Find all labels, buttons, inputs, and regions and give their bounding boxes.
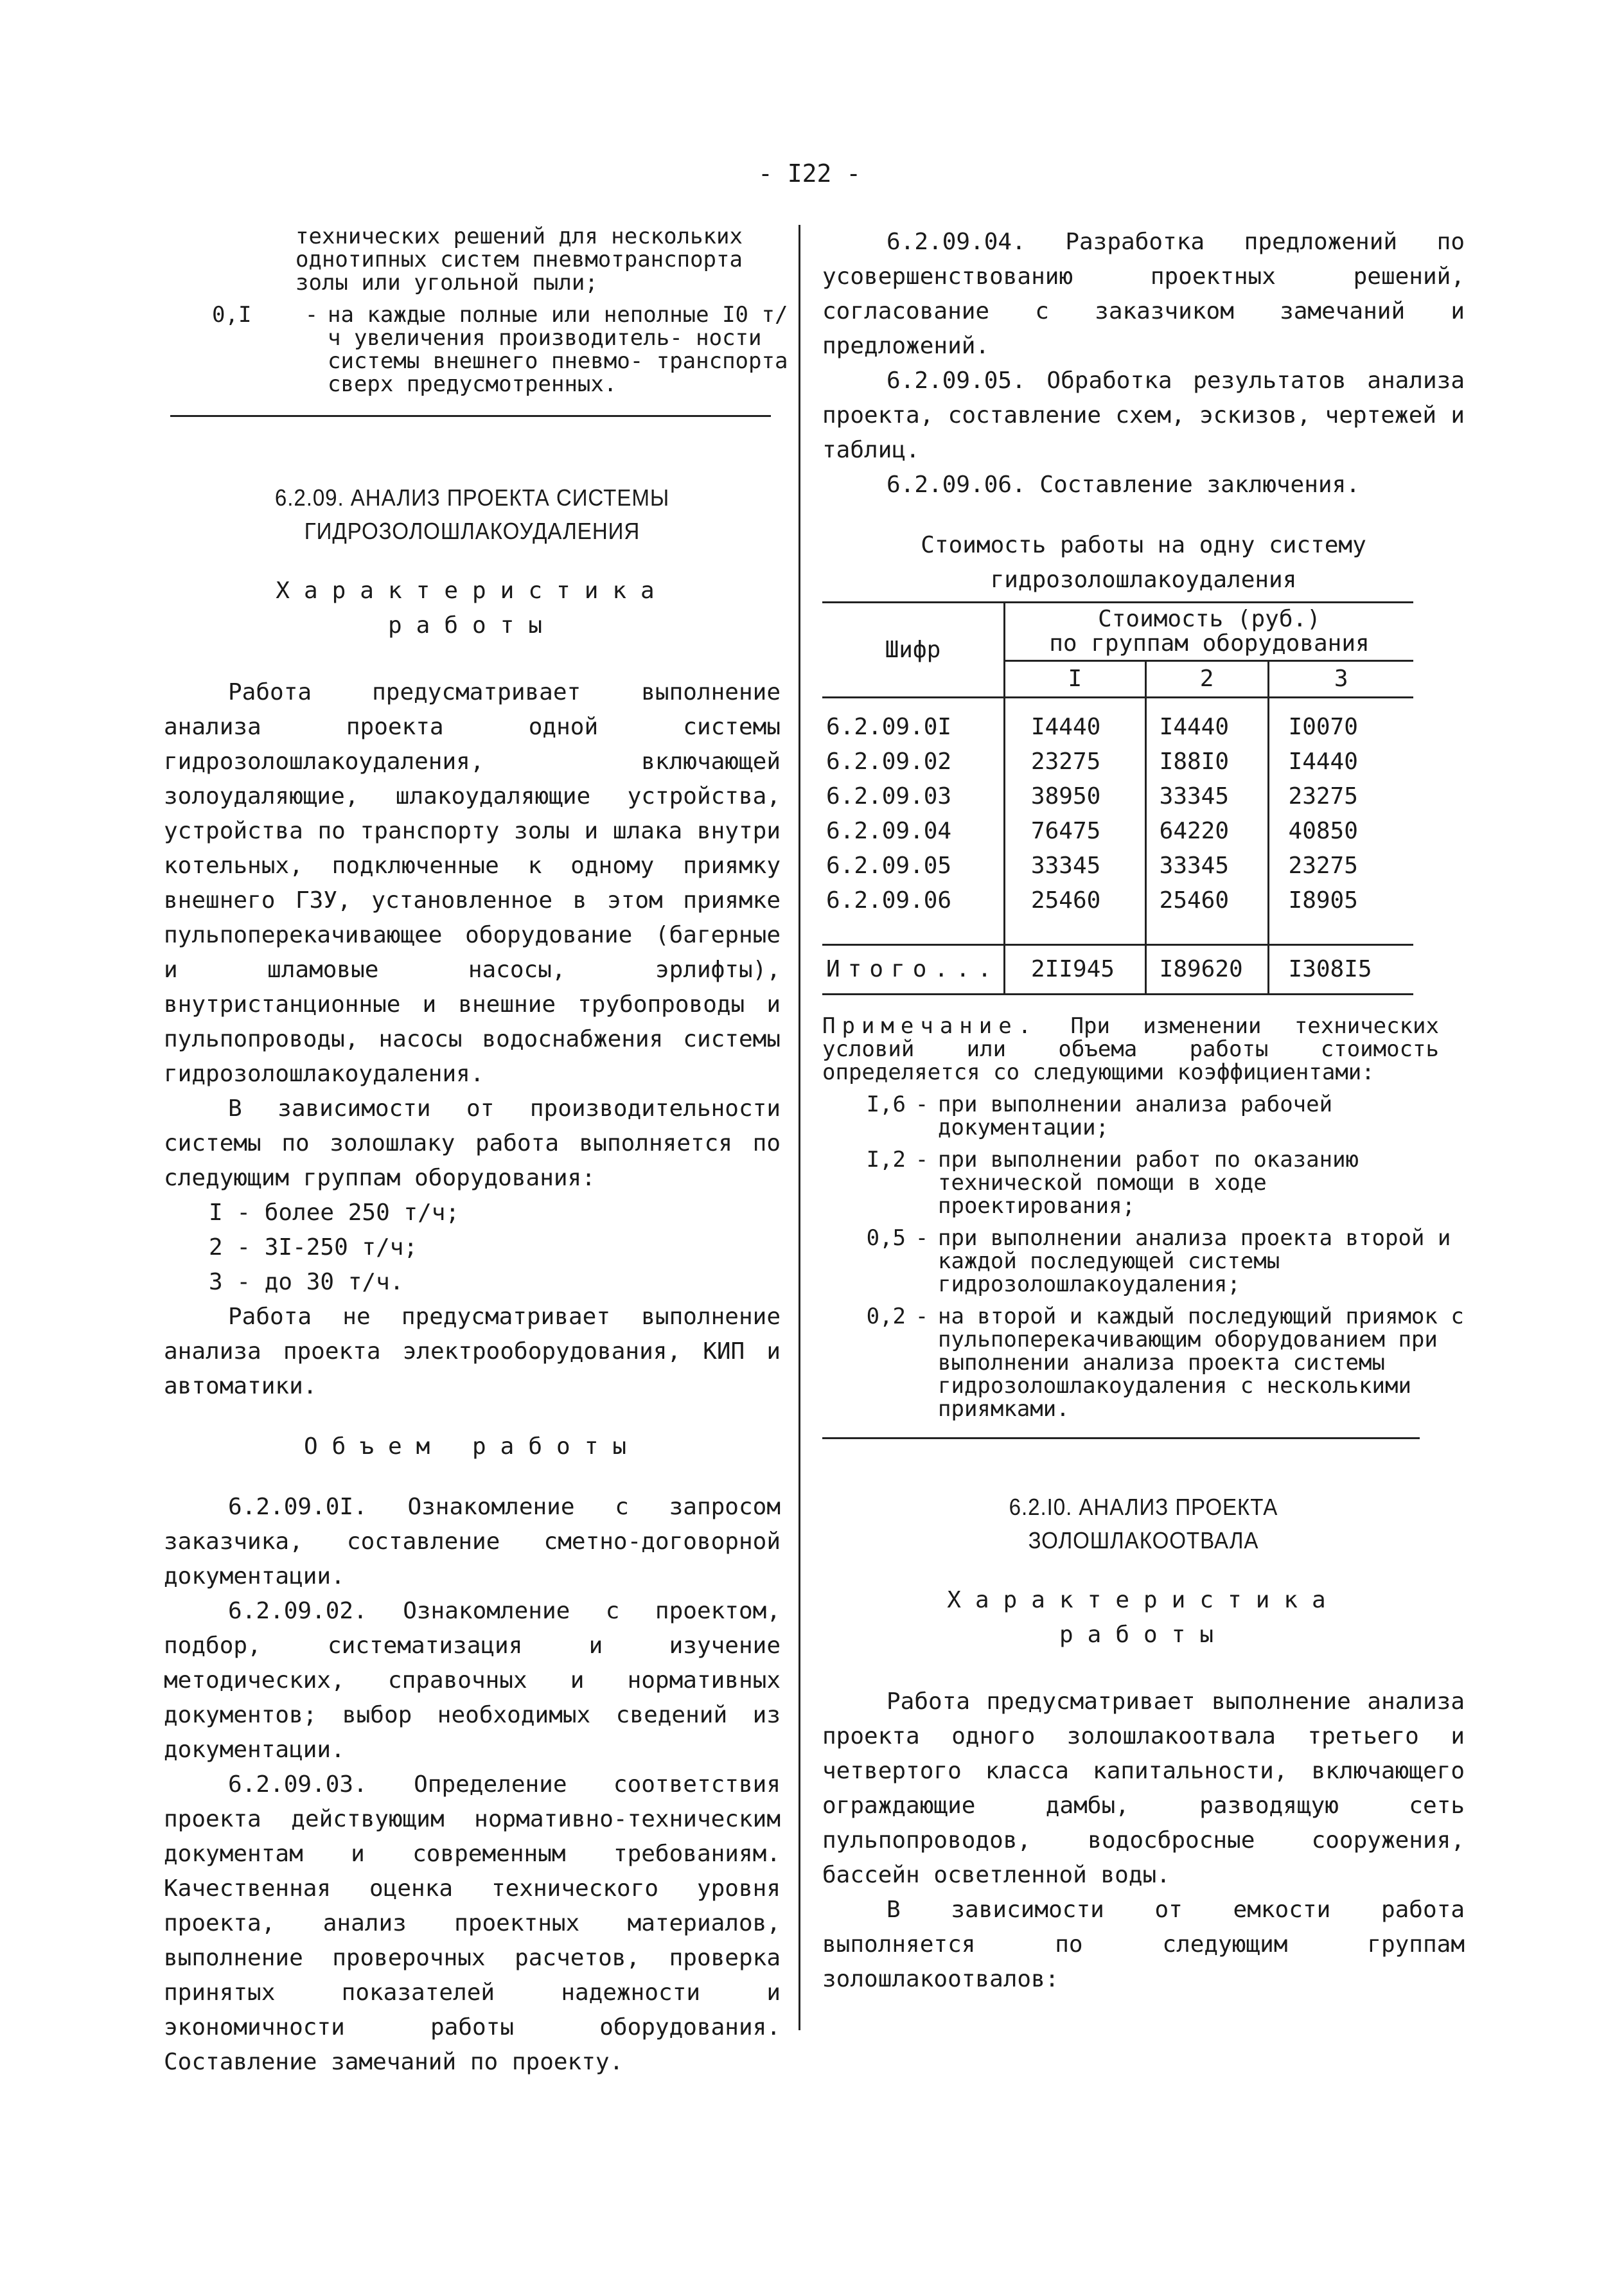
coefficient-dash: - (915, 1147, 929, 1173)
section-title: 6.2.I0. АНАЛИЗ ПРОЕКТА (1009, 1494, 1278, 1520)
row-value: 64220 (1145, 814, 1268, 849)
cost-header-line: Стоимость (руб.) (1098, 606, 1321, 632)
total-value: I89620 (1145, 945, 1268, 995)
table-row (822, 779, 1413, 814)
table-row (822, 849, 1413, 883)
coefficient-text: при выполнении анализа проекта второй и каждой последующей системы гидрозолошлакоудаления; (938, 1225, 1451, 1297)
row-code: 6.2.09.02 (826, 748, 952, 775)
row-value: 33345 (1004, 849, 1145, 883)
section-title: 6.2.09. АНАЛИЗ ПРОЕКТА СИСТЕМЫ (274, 484, 670, 511)
row-value: 25460 (1145, 883, 1268, 918)
coefficient-text: при выполнении анализа рабочей документации; (938, 1092, 1333, 1140)
coefficient-dash: - (915, 1092, 929, 1117)
total-value: 2II945 (1004, 945, 1145, 995)
cost-header-line-2: по группам оборудования (1049, 630, 1370, 657)
row-value: 33345 (1145, 849, 1268, 883)
work-item: 6.2.09.0I. Ознакомление с запросом заказчика, составление сметно-договорной документации. (164, 1494, 781, 1589)
right-column (822, 225, 1465, 1997)
total-row (822, 945, 1413, 995)
row-code: 6.2.09.06 (826, 887, 952, 914)
group-item: 2 - 3I-250 т/ч; (209, 1234, 418, 1261)
cost-table (822, 601, 1413, 995)
coefficient-value: 0,I (212, 302, 252, 328)
section-subtitle: ГИДРОЗОЛОШЛАКОУДАЛЕНИЯ (304, 518, 640, 544)
group-item: I - более 250 т/ч; (209, 1199, 460, 1226)
table-caption-2: гидрозолошлакоудаления (990, 567, 1297, 593)
row-value: I4440 (1004, 710, 1145, 745)
row-value: I4440 (1145, 710, 1268, 745)
coefficient-row (164, 302, 788, 397)
coefficient-text: на каждые полные или неполные I0 т/ч увеличения производитель- ности системы внешнего пневмо- транспорта сверх предусмотренных. (328, 302, 788, 397)
coefficient-row (822, 1305, 1465, 1421)
column-divider (799, 225, 800, 2030)
coefficient-value: I,2 (866, 1147, 906, 1173)
group-header: 3 (1268, 661, 1413, 698)
row-value: 76475 (1004, 814, 1145, 849)
column-header-code: Шифр (822, 603, 1004, 698)
row-value: 33345 (1145, 779, 1268, 814)
row-value: I88I0 (1145, 745, 1268, 779)
characteristic-heading-2: работы (387, 612, 557, 639)
left-column (164, 224, 788, 2080)
row-value: I4440 (1268, 745, 1413, 779)
page-number: - I22 - (758, 159, 861, 188)
total-label: Итого... (826, 956, 1000, 982)
row-code: 6.2.09.04 (826, 818, 952, 844)
continuation-text: технических решений для нескольких однотипных систем пневмотранспорта золы или угольной пыли; (296, 224, 743, 296)
coefficient-value: 0,2 (866, 1304, 906, 1329)
row-value: 38950 (1004, 779, 1145, 814)
row-code: 6.2.09.03 (826, 783, 952, 810)
row-value: 23275 (1004, 745, 1145, 779)
work-item: 6.2.09.05. Обработка результатов анализа проекта, составление схем, эскизов, чертежей и таблиц. (822, 367, 1465, 463)
work-item: 6.2.09.03. Определение соответствия проекта действующим нормативно-техническим документам и современным требованиям. Качественная оценка технического уровня проекта, анализ проектных материалов, выполнение проверочных расчетов, проверка принятых показателей надежности и экономичности работы оборудования. Составление замечаний по проекту. (164, 1771, 781, 2075)
row-value: I8905 (1268, 883, 1413, 918)
coefficient-row (822, 1226, 1465, 1296)
row-code: 6.2.09.05 (826, 853, 952, 879)
group-item: 3 - до 30 т/ч. (209, 1269, 404, 1295)
work-item: 6.2.09.04. Разработка предложений по усовершенствованию проектных решений, согласование с заказчиком замечаний и предложений. (822, 229, 1465, 359)
characteristic-heading: Характеристика (947, 1587, 1340, 1613)
work-item: 6.2.09.02. Ознакомление с проектом, подбор, систематизация и изучение методических, справочных и нормативных документов; выбор необходимых сведений из документации. (164, 1598, 781, 1763)
row-value: 23275 (1268, 779, 1413, 814)
coefficient-value: I,6 (866, 1092, 906, 1117)
table-row (822, 745, 1413, 779)
coefficient-dash: - (304, 302, 319, 328)
section-subtitle: ЗОЛОШЛАКООТВАЛА (1028, 1527, 1259, 1554)
note-text: При изменении технических условий или объема работы стоимость определяется со следующими коэффициентами: (822, 1013, 1439, 1085)
group-header: I (1004, 661, 1145, 698)
coefficient-dash: - (915, 1225, 929, 1251)
coefficient-text: на второй и каждый последующий приямок с пульпоперекачивающим оборудованием при выполнении анализа проекта системы гидрозолошлакоудаления с несколькими приямками. (938, 1304, 1464, 1422)
row-value: I0070 (1268, 710, 1413, 745)
column-header-cost (1004, 603, 1413, 661)
table-caption: Стоимость работы на одну систему (921, 532, 1366, 558)
row-code: 6.2.09.0I (826, 714, 952, 740)
work-item: 6.2.09.06. Составление заключения. (887, 472, 1360, 498)
coefficient-row (822, 1093, 1465, 1139)
row-value: 23275 (1268, 849, 1413, 883)
note-label: Примечание. (822, 1013, 1038, 1039)
characteristic-heading: Характеристика (276, 578, 669, 604)
characteristic-paragraph-3: Работа не предусматривает выполнение анализа проекта электрооборудования, КИП и автоматики. (164, 1304, 781, 1399)
row-value: 25460 (1004, 883, 1145, 918)
table-row (822, 710, 1413, 745)
coefficient-value: 0,5 (866, 1225, 906, 1251)
table-row (822, 814, 1413, 849)
characteristic-heading-2: работы (1059, 1622, 1228, 1648)
coefficient-text: при выполнении работ по оказанию технической помощи в ходе проектирования; (938, 1147, 1359, 1219)
coefficient-dash: - (915, 1304, 929, 1329)
coefficient-row (822, 1148, 1465, 1217)
characteristic-paragraph: Работа предусматривает выполнение анализа проекта одного золошлакоотвала третьего и четвертого класса капитальности, включающего ограждающие дамбы, разводящую сеть пульпопроводов, водосбросные сооружения, бассейн осветленной воды. (822, 1688, 1465, 1888)
characteristic-paragraph-2: В зависимости от емкости работа выполняется по следующим группам золошлакоотвалов: (822, 1897, 1465, 1992)
row-value: 40850 (1268, 814, 1413, 849)
group-header: 2 (1145, 661, 1268, 698)
note (822, 1014, 1439, 1084)
table-row (822, 883, 1413, 918)
characteristic-paragraph: Работа предусматривает выполнение анализа проекта одной системы гидрозолошлакоудаления, включающей золоудаляющие, шлакоудаляющие устройства, устройства по транспорту золы и шлака внутри котельных, подключенные к одному приямку внешнего ГЗУ, установленное в этом приямке пульпоперекачивающее оборудование (багерные и шламовые насосы, эрлифты), внутристанционные и внешние трубопроводы и пульпопроводы, насосы водоснабжения системы гидрозолошлакоудаления. (164, 679, 781, 1087)
total-value: I308I5 (1268, 945, 1413, 995)
volume-heading: Объем работы (303, 1433, 641, 1460)
characteristic-paragraph-2: В зависимости от производительности системы по золошлаку работа выполняется по следующим группам оборудования: (164, 1095, 781, 1191)
